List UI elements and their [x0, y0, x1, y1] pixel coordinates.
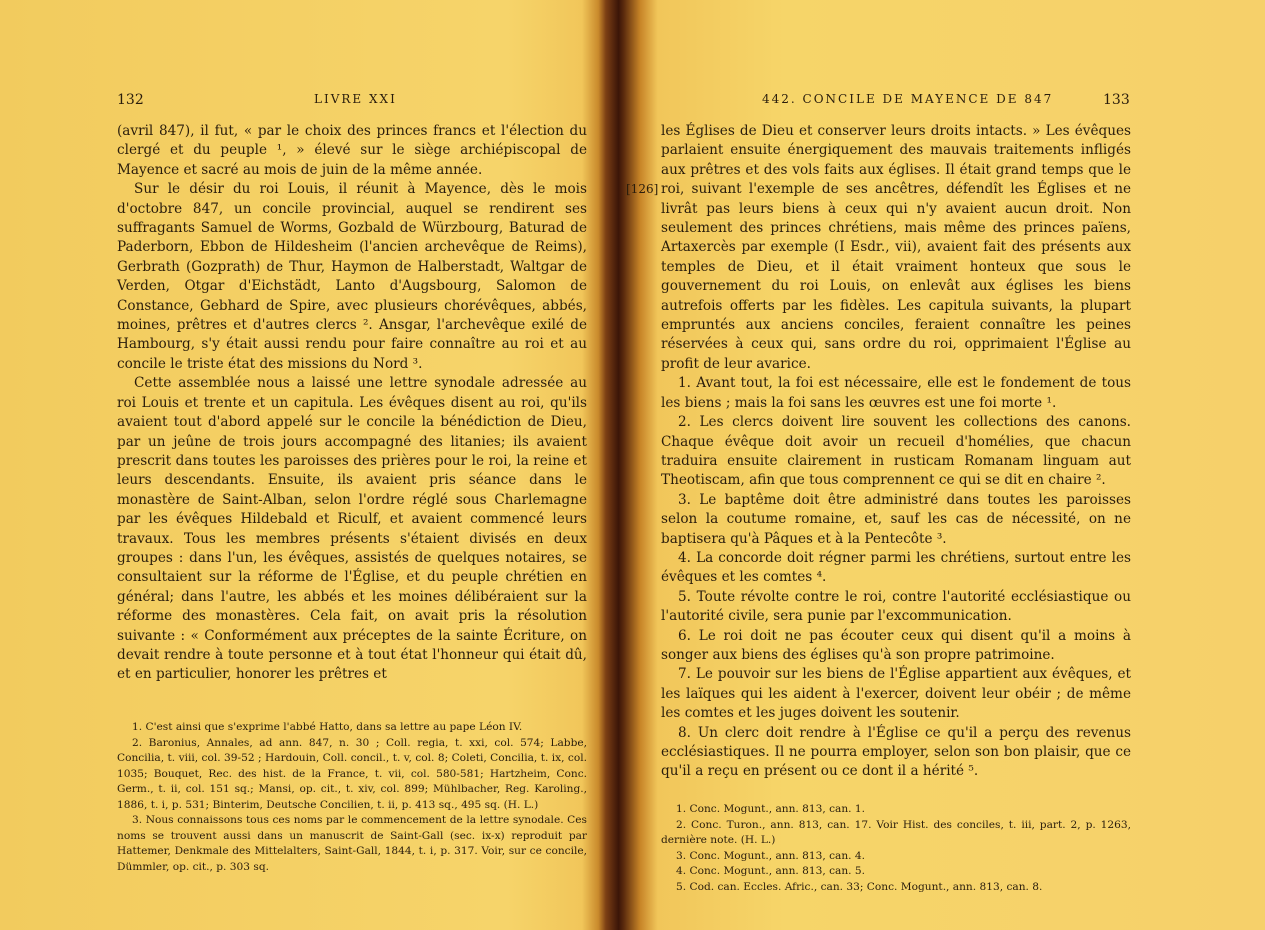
footnotes: [661, 802, 1131, 895]
footnote: 3. Conc. Mogunt., ann. 813, can. 4.: [676, 849, 866, 862]
paragraph: Sur le désir du roi Louis, il réunit à Mayence, dès le mois d'octobre 847, un concile provincial, auquel se rendirent ses suffragants Samuel de Worms, Gozbald de Würzbourg, Baturad de Paderborn, Ebbon de Hildesheim (l'ancien archevêque de Reims), Gerbrath (Gozprath) de Thur, Haymon de Halberstadt, Waltgar de Verden, Otgar d'Eichstädt, Lanto d'Augsbourg, Salomon de Constance, Gebhard de Spire, avec plusieurs chorévêques, abbés, moines, prêtres et d'autres clercs ². Ansgar, l'archevêque exilé de Hambourg, s'y était aussi rendu pour faire connaître au roi et au concile le triste état des missions du Nord ³.: [117, 181, 587, 372]
paragraph: 5. Toute révolte contre le roi, contre l'autorité ecclésiastique ou l'autorité civile, sera punie par l'excommunication.: [661, 588, 1131, 625]
footnote: 2. Baronius, Annales, ad ann. 847, n. 30 ; Coll. regia, t. xxi, col. 574; Labbe, Concilia, t. viii, col. 39-52 ; Hardouin, Coll. concil., t. v, col. 8; Coleti, Concilia, t. ix, col. 1035; Bouquet, Rec. des hist. de la France, t. vii, col. 580-581; Hartzheim, Conc. Germ., t. ii, col. 151 sq.; Mansi, op. cit., t. xiv, col. 899; Mühlbacher, Reg. Karoling., 1886, t. i, p. 531; Binterim, Deutsche Concilien, t. ii, p. 413 sq., 495 sq. (H. L.): [117, 736, 587, 811]
page-number: 132: [117, 92, 144, 108]
footnote: 1. Conc. Mogunt., ann. 813, can. 1.: [676, 803, 866, 815]
footnote: 2. Conc. Turon., ann. 813, can. 17. Voir Hist. des conciles, t. iii, part. 2, p. 1263, dernière note. (H. L.): [661, 818, 1131, 846]
running-head: LIVRE XXI: [314, 92, 397, 106]
footnote: 3. Nous connaissons tous ces noms par le commencement de la lettre synodale. Ces noms se trouvent aussi dans un manuscrit de Saint-Gall (sec. ix-x) reproduit par Hattemer, Denkmale des Mittelalters, Saint-Gall, 1844, t. i, p. 317. Voir, sur ce concile, Dümmler, op. cit., p. 303 sq.: [117, 814, 587, 873]
margin-note: [126]: [626, 182, 659, 196]
running-head: 442. CONCILE DE MAYENCE DE 847: [762, 92, 1054, 106]
footnote: 4. Conc. Mogunt., ann. 813, can. 5.: [676, 865, 866, 877]
page-number: 133: [1103, 92, 1130, 108]
paragraph: Cette assemblée nous a laissé une lettre synodale adressée au roi Louis et trente et un capitula. Les évêques disent au roi, qu'ils avaient tout d'abord appelé sur le concile la bénédiction de Dieu, par un jeûne de trois jours accompagné des litanies; ils avaient prescrit dans toutes les paroisses des prières pour le roi, la reine et leurs descendants. Ensuite, ils avaient pris séance dans le monastère de Saint-Alban, selon l'ordre réglé sous Charlemagne par les évêques Hildebald et Riculf, et avaient commencé leurs travaux. Tous les membres présents s'étaient divisés en deux groupes : dans l'un, les évêques, assistés de quelques notaires, se consultaient sur la réforme de l'Église, et du peuple chrétien en général; dans l'autre, les abbés et les moines délibéraient sur la réforme des monastères. Cela fait, on avait pris la résolution suivante : « Conformément aux préceptes de la sainte Écriture, on devait rendre à toute personne et à tout état l'honneur qui était dû, et en particulier, honorer les prêtres et: [117, 375, 587, 683]
paragraph: 1. Avant tout, la foi est nécessaire, elle est le fondement de tous les biens ; mais la foi sans les œuvres est une foi morte ¹.: [661, 375, 1131, 411]
paragraph: 8. Un clerc doit rendre à l'Église ce qu'il a perçu des revenus ecclésiastiques. Il ne pourra employer, selon son bon plaisir, que ce qu'il a reçu en présent ou ce dont il a hérité ⁵.: [661, 724, 1131, 780]
footnote: 5. Cod. can. Eccles. Afric., can. 33; Conc. Mogunt., ann. 813, can. 8.: [676, 880, 1043, 893]
paragraph: 2. Les clercs doivent lire souvent les collections des canons. Chaque évêque doit avoir un recueil d'homélies, que chacun traduira ensuite clairement in rusticam Romanam linguam aut Theotiscam, afin que tous comprennent ce qui se dit en chaire ².: [661, 414, 1131, 489]
paragraph: 7. Le pouvoir sur les biens de l'Église appartient aux évêques, et les laïques qui les aident à l'exercer, doivent leur obéir ; de même les comtes et les juges doivent les soutenir.: [661, 666, 1131, 722]
paragraph: les Églises de Dieu et conserver leurs droits intacts. » Les évêques parlaient ensuite énergiquement des mauvais traitements infligés aux prêtres et des vols faits aux églises. Il était grand temps que le roi, suivant l'exemple de ses ancêtres, défendît les Églises et ne livrât pas leurs biens à ceux qui n'y avaient aucun droit. Non seulement des princes chrétiens, mais même des princes païens, Artaxercès par exemple (I Esdr., vii), avaient fait des présents aux temples de Dieu, et il était vraiment honteux que sous le gouvernement du roi Louis, on enlevât aux églises les biens autrefois offerts par les fidèles. Les capitula suivants, la plupart empruntés aux anciens conciles, feraient connaître les peines réservées à ceux qui, sans ordre du roi, opprimaient l'Église au profit de leur avarice.: [661, 123, 1131, 372]
paragraph: 3. Le baptême doit être administré dans toutes les paroisses selon la coutume romaine, et, sauf les cas de nécessité, on ne baptisera qu'à Pâques et à la Pentecôte ³.: [661, 491, 1131, 547]
paragraph: 6. Le roi doit ne pas écouter ceux qui disent qu'il a moins à songer aux biens des églises qu'à son propre patrimoine.: [661, 627, 1131, 663]
body-text: [661, 122, 1131, 782]
footnote: 1. C'est ainsi que s'exprime l'abbé Hatto, dans sa lettre au pape Léon IV.: [132, 721, 523, 733]
paragraph: 4. La concorde doit régner parmi les chrétiens, surtout entre les évêques et les comtes ⁴.: [661, 549, 1131, 586]
paragraph: (avril 847), il fut, « par le choix des princes francs et l'élection du clergé et du peuple ¹, » élevé sur le siège archiépiscopal de Mayence et sacré au mois de juin de la même année.: [117, 123, 587, 178]
